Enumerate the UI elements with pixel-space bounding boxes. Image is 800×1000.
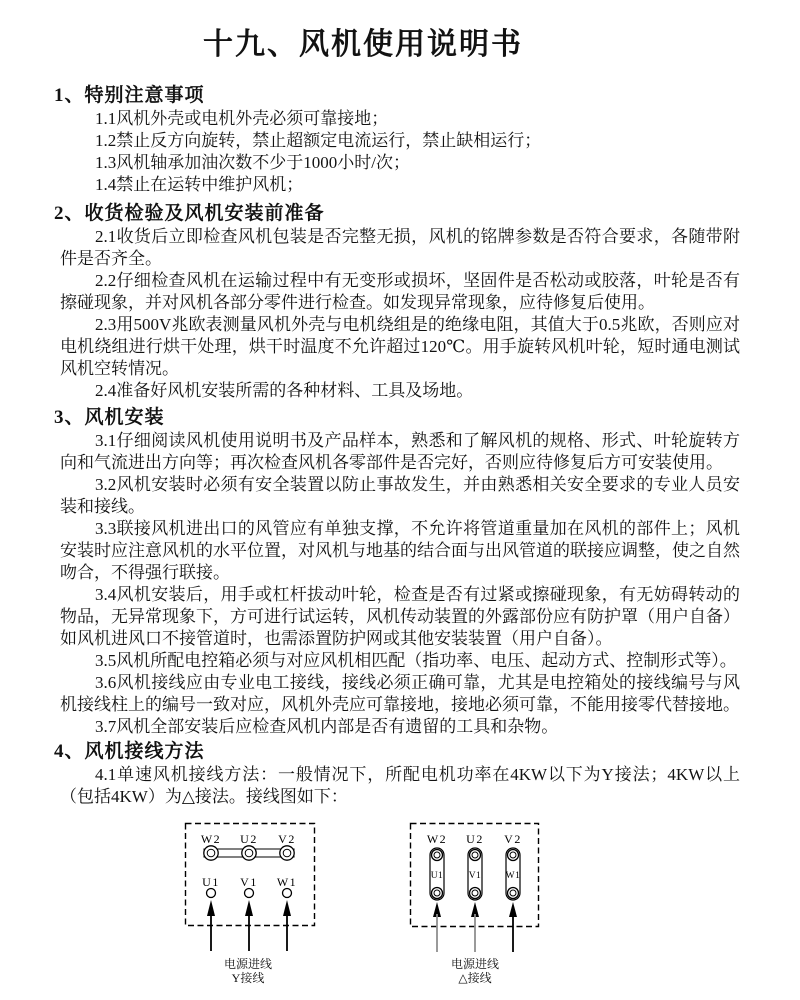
section-wiring-method <box>54 740 740 808</box>
section-fan-installation <box>54 406 740 738</box>
y-connection-diagram <box>184 822 316 986</box>
top-terminal-circles <box>204 846 294 860</box>
paragraph-1-1: 1.1风机外壳或电机外壳必须可靠接地； <box>95 109 389 128</box>
terminal-label-w1: W1 <box>505 871 521 881</box>
paragraph-3-7: 3.7风机全部安装后应检查风机内部是否有遗留的工具和杂物。 <box>95 717 559 736</box>
terminal-label-u1: U1 <box>202 875 220 889</box>
terminal-label-w1: W1 <box>276 875 298 889</box>
paragraph-4-1: 4.1单速风机接线方法：一般情况下，所配电机功率在4KW以下为Y接法；4KW以上（包括4KW）为△接法。接线图如下： <box>60 765 740 806</box>
paragraph-2-4: 2.4准备好风机安装所需的各种材料、工具及场地。 <box>95 381 474 400</box>
paragraph-2-3: 2.3用500V兆欧表测量风机外壳与电机绕组是的绝缘电阻，其值大于0.5兆欧，否则应对电机绕组进行烘干处理，烘干时温度不允许超过120℃。用手旋转风机叶轮，短时通电测试风机空转情况。 <box>60 315 740 378</box>
terminal-label-u2: U2 <box>240 832 258 846</box>
terminal-label-w2: W2 <box>200 832 222 846</box>
terminal-label-w2: W2 <box>426 832 448 846</box>
paragraph-3-3: 3.3联接风机进出口的风管应有单独支撑，不允许将管道重量加在风机的部件上；风机安装时应注意风机的水平位置，对风机与地基的结合面与出风管道的联接应调整，使之自然吻合，不得强行联接。 <box>60 519 740 582</box>
terminal-label-v1: V1 <box>468 871 482 881</box>
paragraph-1-2: 1.2禁止反方向旋转，禁止超额定电流运行，禁止缺相运行； <box>95 131 542 150</box>
diagram-caption-line2: △接线 <box>458 971 492 985</box>
diagram-caption-line1: 电源进线 <box>450 957 500 971</box>
section-heading-3: 3、风机安装 <box>54 407 165 428</box>
page-title: 十九、风机使用说明书 <box>203 28 523 61</box>
section-heading-1: 1、特别注意事项 <box>54 85 205 106</box>
section-special-notes <box>54 84 740 196</box>
terminal-label-v2: V2 <box>504 832 522 846</box>
section-heading-4: 4、风机接线方法 <box>54 741 205 762</box>
terminal-label-u1: U1 <box>430 871 444 881</box>
paragraph-3-6: 3.6风机接线应由专业电工接线，接线必须正确可靠，尤其是电控箱处的接线编号与风机接线柱上的编号一致对应，风机外壳应可靠接地，接地必须可靠，不能用接零代替接地。 <box>60 673 740 714</box>
paragraph-2-2: 2.2仔细检查风机在运输过程中有无变形或损坏，坚固件是否松动或胶落，叶轮是否有擦碰现象，并对风机各部分零件进行检查。如发现异常现象，应待修复后使用。 <box>60 271 740 312</box>
paragraph-2-1: 2.1收货后立即检查风机包装是否完整无损，风机的铭牌参数是否符合要求，各随带附件是否齐全。 <box>60 227 740 268</box>
bottom-terminal-circles <box>207 889 292 898</box>
terminal-label-v1: V1 <box>240 875 258 889</box>
diagram-caption-line1: 电源进线 <box>223 957 273 971</box>
paragraph-3-5: 3.5风机所配电控箱必须与对应风机相匹配（指功率、电压、起动方式、控制形式等）。 <box>95 651 737 670</box>
paragraph-3-2: 3.2风机安装时必须有安全装置以防止事故发生，并由熟悉相关安全要求的专业人员安装和接线。 <box>60 475 740 516</box>
paragraph-3-1: 3.1仔细阅读风机使用说明书及产品样本，熟悉和了解风机的规格、形式、叶轮旋转方向和气流进出方向等；再次检查风机各零部件是否完好，否则应待修复后方可安装使用。 <box>60 431 740 472</box>
diagram-caption-line2: Y接线 <box>231 971 265 985</box>
section-receiving-inspection <box>54 202 740 402</box>
terminal-label-v2: V2 <box>278 832 296 846</box>
paragraph-1-3: 1.3风机轴承加油次数不少于1000小时/次； <box>95 153 410 172</box>
wiring-diagrams <box>60 822 740 988</box>
paragraph-1-4: 1.4禁止在运转中维护风机； <box>95 175 304 194</box>
delta-connection-diagram <box>409 822 541 986</box>
terminal-label-u2: U2 <box>466 832 484 846</box>
paragraph-3-4: 3.4风机安装后，用手或杠杆拔动叶轮，检查是否有过紧或擦碰现象，有无妨碍转动的物品，无异常现象下，方可进行试运转，风机传动装置的外露部份应有防护罩（用户自备）如风机进风口不接管道时，也需添置防护网或其他安装装置（用户自备）。 <box>60 585 740 648</box>
section-heading-2: 2、收货检验及风机安装前准备 <box>54 203 325 224</box>
